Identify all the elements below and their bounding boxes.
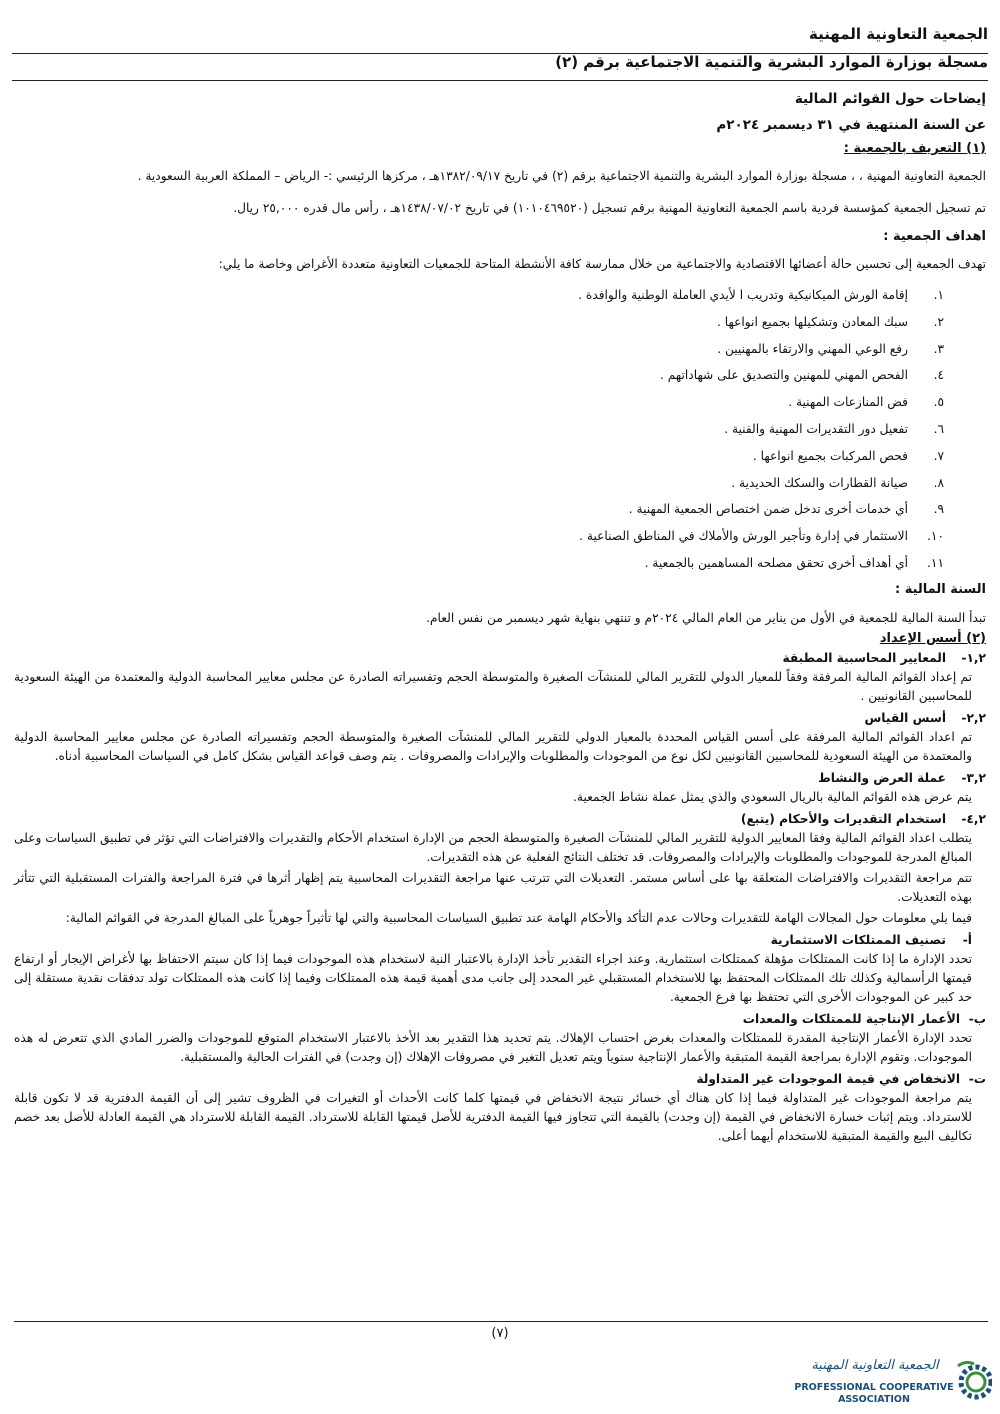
subsection-number: ٣,٢- [961,770,986,785]
list-item-text: فحص المركبات بجميع انواعها . [752,448,908,463]
list-item-number: ٨. [933,475,944,490]
doc-subtitle: عن السنة المنتهية في ٣١ ديسمبر ٢٠٢٤م [716,117,986,133]
subsection-number: ١,٢- [961,650,986,665]
subsection-title: أسس القياس [864,710,946,725]
page-header [12,22,988,74]
list-item-number: ٥. [933,395,944,410]
list-item [14,389,944,416]
list-item-number: ٤. [933,368,944,383]
list-item-number: ٧. [933,448,944,463]
section1-para2: تم تسجيل الجمعية كمؤسسة فردية باسم الجمعية التعاونية المهنية برقم تسجيل (١٠١٠٤٦٩٥٢٠) في تاريخ ١٤٣٨/٠٧/٠٢هـ ، رأس مال قدره ٢٥,٠٠٠ ريال. [233,201,986,215]
paragraph: تتم مراجعة التقديرات والافتراضات المتعلقة بها على أساس مستمر. التعديلات التي تترتب عنها مراجعة التقديرات المحاسبية يتم إظهار أثرها في فترة المراجعة والفترات المستقبلية التي تتأثر بهذه التعديلات. [14,870,972,904]
logo-english-line2: ASSOCIATION [838,1394,910,1405]
page-number: (٧) [491,1326,509,1341]
list-item-number: ١. [933,288,944,302]
registration-line: مسجلة بوزارة الموارد البشرية والتنمية الاجتماعية برقم (٢) [555,53,988,71]
list-item [14,282,944,309]
list-item [14,523,944,550]
paragraph: يتطلب اعداد القوائم المالية وفقا المعايير الدولية للتقرير المالي للمنشآت الصغيرة والمتوسطة الحجم من الإدارة استخدام الأحكام والتقديرات والافتراضات التي تؤثر في تطبيق السياسات وعلى المبالغ المدرجة للموجودات والمطلوبات والإيرادات والمصروفات. قد تختلف النتائج الفعلية عن هذه التقديرات. [14,830,972,864]
estimate-title: تصنيف الممتلكات الاستثمارية [770,932,946,947]
paragraph: تحدد الإدارة ما إذا كانت الممتلكات مؤهلة كممتلكات استثمارية. وعند اجراء التقدير تأخذ الإدارة بالاعتبار النية لاستخدام هذه الموجودات فيما إذا كان سيتم الاحتفاظ بها لأغراض الإيجار أو ارتفاع قيمتها الرأسمالية وكذلك تلك الممتلكات المحتفظ بها للاستخدام المستقبلي غير المحدد إلى جانب مدى أهمية قيمة هذه الممتلكات وفيما إذا كانت هذه الممتلكات تولد تدفقات نقدية مستقلة إلى حد كبير عن الموجودات الأخرى التي تحتفظ بها فرع الجمعية. [14,951,972,1004]
subsection-heading [14,768,986,788]
header-rule-1 [12,53,988,54]
header-rule-2 [12,80,988,81]
section1-heading: (١) التعريف بالجمعية : [843,141,986,156]
section1-para1: الجمعية التعاونية المهنية ، ، مسجلة بوزارة الموارد البشرية والتنمية الاجتماعية برقم (٢) في تاريخ ١٣٨٢/٠٩/١٧هـ ، مركزها الرئيسي :- الرياض – المملكة العربية السعودية . [137,169,986,183]
doc-title: إيضاحات حول القوائم المالية [794,91,986,107]
paragraph: يتم مراجعة الموجودات غير المتداولة فيما إذا كان هناك أي خسائر نتيجة الانخفاض في قيمتها كلما كانت الأحداث أو التغيرات في الظروف تشير إلى أن القيمة الدفترية قد لا تكون قابلة للاسترداد. ويتم إثبات خسارة الانخفاض في القيمة (إن وجدت) بالقيمة التي تتجاوز فيها القيمة الدفترية للأصل قيمتها القابلة للاسترداد. القيمة القابلة للاسترداد هي القيمة العادلة للأصل بعد خصم تكاليف البيع والقيمة المتبقية للاستخدام أيهما أعلى. [14,1090,972,1143]
list-item [14,309,944,336]
fiscal-year-text: تبدأ السنة المالية للجمعية في الأول من يناير من العام المالي ٢٠٢٤م و تنتهي بنهاية شهر ديسمبر من نفس العام. [426,610,986,625]
list-item-number: ٣. [933,341,944,356]
association-logo [792,1356,992,1408]
list-item [14,496,944,523]
logo-arabic-text: الجمعية التعاونية المهنية [811,1358,939,1373]
estimate-heading [14,1009,986,1029]
goals-intro: تهدف الجمعية إلى تحسين حالة أعضائها الاقتصادية والاجتماعية من خلال ممارسة كافة الأنشطة المتاحة للجمعيات التعاونية متعددة الأغراض وخاصة ما يلي: [218,257,986,271]
estimate-heading [14,1069,986,1089]
org-name: الجمعية التعاونية المهنية [808,25,988,43]
footer-rule [14,1321,988,1322]
goals-heading: اهداف الجمعية : [883,229,986,244]
paragraph: يتم عرض هذه القوائم المالية بالريال السعودي والذي يمثل عملة نشاط الجمعية. [573,789,972,804]
section2-heading: (٢) أسس الإعداد [879,630,986,646]
logo-english-line1: PROFESSIONAL COOPERATIVE [794,1382,954,1393]
list-item-number: ٩. [933,502,944,517]
subsection-heading [14,708,986,728]
paragraph: تم إعداد القوائم المالية المرفقة وفقاً للمعيار الدولي للتقرير المالي للمنشآت الصغيرة والمتوسطة الحجم وتفسيراته الصادرة عن مجلس معايير المحاسبة الدولية والمعتمدة من الهيئة السعودية للمحاسبين القانونيين . [14,669,972,703]
goals-list [14,282,986,577]
list-item [14,416,944,443]
estimate-title: الأعمار الإنتاجية للممتلكات والمعدات [742,1011,960,1026]
paragraph: فيما يلي معلومات حول المجالات الهامة للتقديرات وحالات عدم التأكد والأحكام الهامة عند تطبيق السياسات المحاسبية والتي لها تأثيراً جوهرياً على المبالغ المدرجة في القوائم المالية: [65,910,972,925]
paragraph: تحدد الإدارة الأعمار الإنتاجية المقدرة للممتلكات والمعدات بغرض احتساب الإهلاك. يتم تحديد هذا التقدير بعد الأخذ بالاعتبار الاستخدام المتوقع للموجودات والضرر المادي الذي تتعرض له هذه الموجودات. وتقوم الإدارة بمراجعة القيمة المتبقية والأعمار الإنتاجية سنوياً ويتم تعديل التغير في مصروفات الإهلاك (إن وجدت) في الفترات الحالية والمستقبلية. [14,1030,972,1064]
list-item-text: تفعيل دور التقديرات المهنية والفنية . [724,421,908,436]
subsection-number: ٢,٢- [961,710,986,725]
subsection-title: المعايير المحاسبية المطبقة [782,650,946,665]
subsection-number: ٤,٢- [961,811,986,826]
list-item-text: أي أهداف أخرى تحقق مصلحه المساهمين بالجمعية . [644,555,908,570]
estimate-label: ت- [968,1071,986,1086]
subsection-heading [14,648,986,668]
list-item [14,550,944,577]
estimate-label: ب- [968,1011,986,1026]
list-item [14,362,944,389]
list-item-text: أي خدمات أخرى تدخل ضمن اختصاص الجمعية المهنية . [628,502,908,517]
list-item-text: فض المنازعات المهنية . [788,395,908,410]
list-item [14,336,944,363]
estimate-label: أ- [962,932,972,947]
list-item [14,443,944,470]
list-item-text: الفحص المهني للمهنين والتصديق على شهاداتهم . [660,368,908,383]
list-item-number: ٦. [933,421,944,436]
list-item-number: ١١. [927,555,944,570]
estimate-title: الانخفاض في قيمة الموجودات غير المتداولة [696,1071,960,1086]
fiscal-year-heading: السنة المالية : [894,581,986,597]
logo-english-text [794,1382,954,1406]
paragraph: تم اعداد القوائم المالية المرفقة على أسس القياس المحددة بالمعيار الدولي للتقرير المالي للمنشآت الصغيرة والمتوسطة الحجم وتفسيراته الصادرة عن مجلس معايير المحاسبة الدولية والمعتمدة من الهيئة السعودية للمحاسبين القانونيين لكل نوع من الموجودات والمطلوبات والإيرادات والمصروفات . يتم وصف قواعد القياس بشكل كامل في السياسات المحاسبية أدناه. [14,729,972,763]
list-item-text: الاستثمار في إدارة وتأجير الورش والأملاك في المناطق الصناعية . [579,529,908,544]
subsection-title: استخدام التقديرات والأحكام (يتبع) [740,811,946,826]
gear-icon [952,1356,992,1408]
list-item-text: إقامة الورش الميكانيكية وتدريب ا لأيدي العاملة الوطنية والوافدة . [578,288,908,302]
list-item-text: سبك المعادن وتشكيلها بجميع انواعها . [717,314,908,329]
list-item-text: رفع الوعي المهني والارتقاء بالمهنيين . [717,341,908,356]
page-content [14,86,986,1148]
list-item [14,470,944,497]
estimate-heading [14,930,986,950]
subsection-heading [14,809,986,829]
list-item-number: ١٠. [927,529,944,544]
subsection-title: عملة العرض والنشاط [818,770,946,785]
list-item-text: صيانة القطارات والسكك الحديدية . [731,475,908,490]
list-item-number: ٢. [933,314,944,329]
